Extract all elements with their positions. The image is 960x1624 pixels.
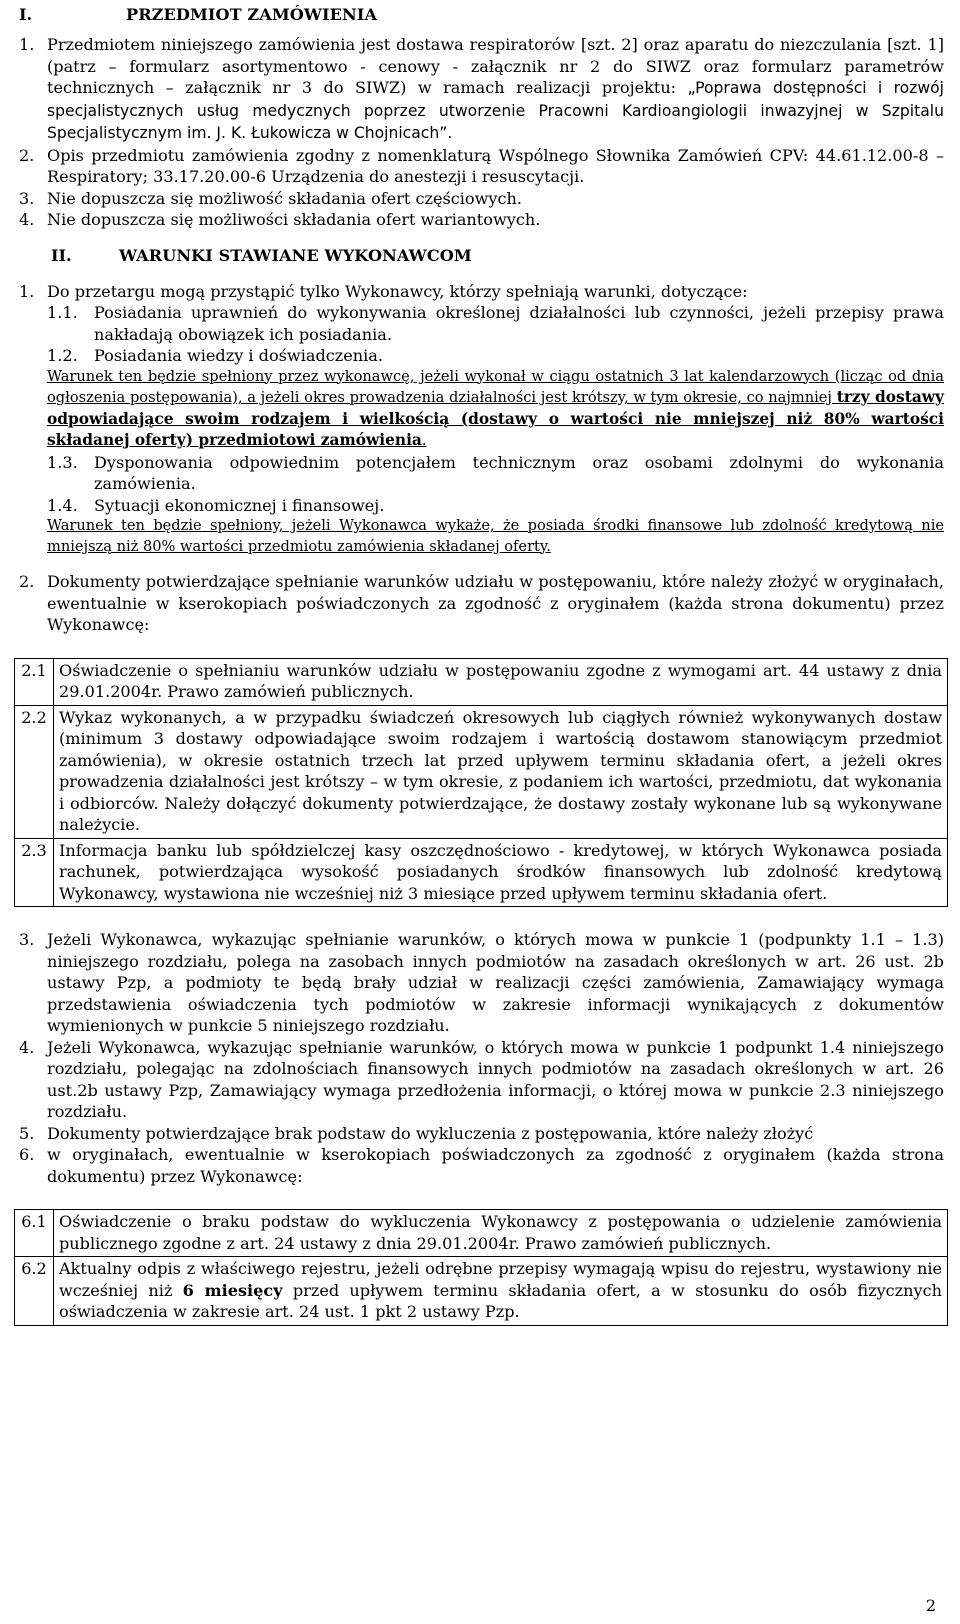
table-row: 6.2 Aktualny odpis z właściwego rejestru, jeżeli odrębne przepisy wymagają wpisu do rejestru, wystawiony nie wcześniej niż 6 miesięcy przed upływem terminu składania ofert, a w stosunku do osób fizycznych oświadczenia w zakresie art. 24 ust. 1 pkt 2 ustawy Pzp.: [15, 1257, 948, 1326]
sub-item: 1.2. Posiadania wiedzy i doświadczenia.: [47, 346, 383, 365]
list-item: 4. Jeżeli Wykonawca, wykazując spełnianie warunków, o których mowa w punkcie 1 podpunkt 1.4 niniejszego rozdziału, polegając na zdolnościach finansowych innych podmiotów na zasadach określonych w art. 26 ust.2b ustawy Pzp, Zamawiający wymaga przedłożenia informacji, o której mowa w punkcie 2.3 niniejszego rozdziału.: [19, 1037, 944, 1121]
document-page: [19, 4, 944, 1326]
list-item: 2. Dokumenty potwierdzające spełnianie warunków udziału w postępowaniu, które należy złożyć w oryginałach, ewentualnie w kserokopiach poświadczonych za zgodność z oryginałem (każda strona dokumentu) przez Wykonawcę:: [19, 572, 944, 634]
condition-text: Warunek ten będzie spełniony, jeżeli Wykonawca wykaże, że posiada środki finansowe lub zdolność kredytową nie mniejszą niż 80% wartości przedmiotu zamówienia składanej oferty.: [47, 517, 944, 555]
sub-item: 1.4. Sytuacji ekonomicznej i finansowej.: [47, 495, 385, 515]
section-1-heading: [19, 4, 944, 26]
table-row: 2.2 Wykaz wykonanych, a w przypadku świadczeń okresowych lub ciągłych również wykonywanych dostaw (minimum 3 dostawy odpowiadające swoim rodzajem i wartością dostawom stanowiącym przedmiot zamówienia), w okresie ostatnich trzech lat przed upływem terminu składania ofert, a jeżeli okres prowadzenia działalności jest krótszy – w tym okresie, z podaniem ich wartości, przedmiotu, dat wykonania i odbiorców. Należy dołączyć dokumenty potwierdzające, że dostawy zostały wykonane lub są wykonywane należycie.: [15, 705, 948, 838]
exclusion-documents-table: [14, 1209, 948, 1326]
condition-text: Warunek ten będzie spełniony przez wykonawcę, jeżeli wykonał w ciągu ostatnich 3 lat kalendarzowych (licząc od dnia ogłoszenia postępowania), a jeżeli okres prowadzenia działalności jest krótszy, w tym okresie, co najmniej trzy dostawy odpowiadające swoim rodzajem i wielkością (dostawy o wartości nie mniejszej niż 80% wartości składanej oferty) przedmiotowi zamówienia.: [47, 367, 944, 449]
list-item: 2. Opis przedmiotu zamówienia zgodny z nomenklaturą Wspólnego Słownika Zamówień CPV: 44.61.12.00-8 – Respiratory; 33.17.20.00-6 Urządzenia do anestezji i resuscytacji.: [19, 145, 944, 186]
sub-item: 1.3. Dysponowania odpowiednim potencjałem technicznym oraz osobami zdolnymi do wykonania zamówienia.: [47, 452, 944, 493]
list-item: 1. Przedmiotem niniejszego zamówienia jest dostawa respiratorów [szt. 2] oraz aparatu do niezczulania [szt. 1] (patrz – formularz asortymentowo - cenowy - załącznik nr 2 do SIWZ oraz formularz parametrów technicznych – załącznik nr 3 do SIWZ) w ramach realizacji projektu: „Poprawa dostępności i rozwój specjalistycznych usług medycznych poprzez utworzenie Pracowni Kardioangiologii inwazyjnej w Szpitalu Specjalistycznym im. J. K. Łukowicza w Chojnicach”.: [19, 35, 944, 142]
sub-item: 1.1. Posiadania uprawnień do wykonywania określonej działalności lub czynności, jeżeli przepisy prawa nakładają obowiązek ich posiadania.: [47, 303, 944, 344]
section-title: WARUNKI STAWIANE WYKONAWCOM: [119, 245, 472, 265]
section-number: I.: [19, 5, 33, 24]
table-row: 6.1 Oświadczenie o braku podstaw do wykluczenia Wykonawcy z postępowania o udzielenie zamówienia publicznego zgodne z art. 24 ustawy z dnia 29.01.2004r. Prawo zamówień publicznych.: [15, 1210, 948, 1257]
table-row: 2.3 Informacja banku lub spółdzielczej kasy oszczędnościowo - kredytowej, w których Wykonawca posiada rachunek, potwierdzająca wysokość posiadanych środków finansowych lub zdolność kredytową Wykonawcy, wystawiona nie wcześniej niż 3 miesiące przed upływem terminu składania ofert.: [15, 838, 948, 907]
section-number: II.: [51, 245, 72, 265]
section-2-heading: [19, 245, 944, 267]
documents-table: [14, 658, 948, 908]
page-number: 2: [925, 1595, 936, 1615]
section-title: PRZEDMIOT ZAMÓWIENIA: [126, 5, 378, 24]
list-item: 1. Do przetargu mogą przystąpić tylko Wykonawcy, którzy spełniają warunki, dotyczące:: [19, 281, 748, 301]
table-row: 2.1 Oświadczenie o spełnianiu warunków udziału w postępowaniu zgodne z wymogami art. 44 ustawy z dnia 29.01.2004r. Prawo zamówień publicznych.: [15, 658, 948, 705]
list-item: 3. Nie dopuszcza się możliwość składania ofert częściowych.: [19, 188, 522, 208]
list-item: 3. Jeżeli Wykonawca, wykazując spełnianie warunków, o których mowa w punkcie 1 (podpunkty 1.1 – 1.3) niniejszego rozdziału, polega na zasobach innych podmiotów na zasadach określonych w art. 26 ust. 2b ustawy Pzp, a podmioty te będą brały udział w realizacji części zamówienia, Zamawiający wymaga przedstawienia oświadczenia tych podmiotów w zakresie informacji wynikających z dokumentów wymienionych w punkcie 5 niniejszego rozdziału.: [19, 930, 944, 1035]
list-item: 4. Nie dopuszcza się możliwości składania ofert wariantowych.: [19, 210, 541, 229]
list-item: 5. Dokumenty potwierdzające brak podstaw do wykluczenia z postępowania, które należy złożyć: [19, 1123, 814, 1143]
project-name: „Poprawa dostępności i rozwój specjalistycznych usług medycznych poprzez utworzenie Pracowni Kardioangiologii inwazyjnej w Szpitalu Specjalistycznym im. J. K. Łukowicza w Chojnicach”.: [47, 79, 944, 142]
list-item: 6. w oryginałach, ewentualnie w kserokopiach poświadczonych za zgodność z oryginałem (każda strona dokumentu) przez Wykonawcę:: [19, 1145, 944, 1186]
